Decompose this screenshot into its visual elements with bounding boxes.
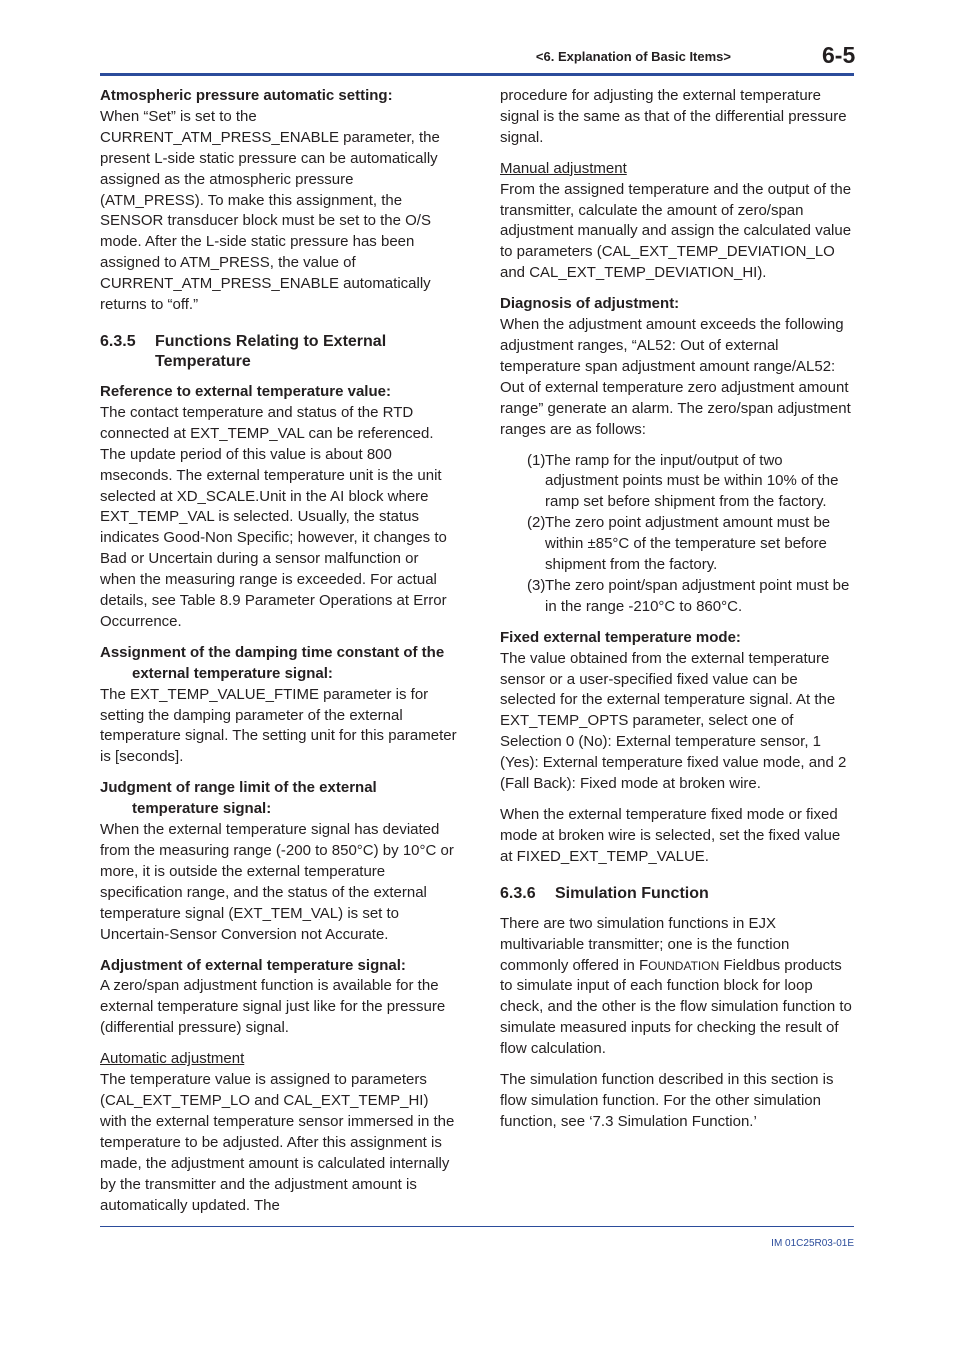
damp-paragraph: [100, 643, 458, 768]
list-item: [500, 451, 856, 514]
range-paragraph: [100, 778, 458, 945]
adj-paragraph: [100, 956, 458, 1040]
auto-heading: Automatic adjustment: [100, 1050, 245, 1068]
auto-body: The temperature value is assigned to parameters (CAL_EXT_TEMP_LO and CAL_EXT_TEMP_HI) with the external temperature sensor immersed in the temperature to be adjusted. After this assignment is made, the adjustment amount is calculated internally by the transmitter and the adjustment amount is automatically updated. The: [100, 1071, 455, 1214]
list-item-text: The zero point/span adjustment point must be in the range -210°C to 860°C.: [545, 576, 850, 615]
atm-heading: Atmospheric pressure automatic setting:: [100, 87, 393, 104]
sim-body-a: There are two simulation functions in EJX multivariable transmitter; one is the function commonly offered in F: [500, 914, 790, 974]
manual-heading: Manual adjustment: [500, 159, 627, 177]
fixed-heading: Fixed external temperature mode:: [500, 628, 741, 646]
section-6-3-5-heading: [100, 332, 458, 372]
diag-list: [500, 451, 856, 618]
range-heading: Judgment of range limit of the external temperature signal:: [100, 779, 377, 818]
ref-heading: Reference to external temperature value:: [100, 382, 391, 400]
page-number: 6-5: [822, 42, 856, 68]
section-title: Simulation Function: [555, 884, 709, 902]
sim-body-smallcaps: OUNDATION: [648, 958, 720, 973]
right-column: [500, 86, 856, 1143]
sim-paragraph-2: The simulation function described in this section is flow simulation function. For the other simulation function, see ‘7.3 Simulation Function.’: [500, 1071, 834, 1130]
section-title: Functions Relating to External Temperature: [155, 332, 387, 370]
list-item-number: (3): [527, 576, 546, 594]
fixed-body: The value obtained from the external temperature sensor or a user-specified fixed value can be selected for the external temperature signal. At the EXT_TEMP_OPTS parameter, select one of Selection 0 (No): External temperature sensor, 1 (Yes): External temperature fixed value mode, and 2 (Fall Back): Fixed mode at broken wire.: [500, 649, 847, 793]
manual-body: From the assigned temperature and the output of the transmitter, calculate the amount of zero/span adjustment manually and assign the calculated value to parameters (CAL_EXT_TEMP_DEVIATION_LO and CAL_EXT_TEMP_DEVIATION_HI).: [500, 180, 852, 282]
section-6-3-6-heading: [500, 884, 856, 904]
fixed-paragraph-2: When the external temperature fixed mode or fixed mode at broken wire is selected, set the fixed value at FIXED_EXT_TEMP_VALUE.: [500, 806, 841, 865]
section-number: 6.3.6: [500, 884, 536, 902]
list-item: [500, 513, 856, 576]
footer-doc-id: IM 01C25R03-01E: [771, 1238, 854, 1249]
adj-heading: Adjustment of external temperature signal:: [100, 956, 406, 974]
sim-paragraph: [500, 914, 856, 1060]
section-number: 6.3.5: [100, 332, 136, 350]
diag-body: When the adjustment amount exceeds the following adjustment ranges, “AL52: Out of external temperature span adjustment amount range/AL52: Out of external temperature zero adjustment amount range” generate an alarm. The zero/span adjustment ranges are as follows:: [500, 316, 851, 438]
diag-paragraph: [500, 294, 856, 440]
list-item-text: The ramp for the input/output of two adjustment points must be within 10% of the ramp set before shipment from the factory.: [545, 451, 839, 511]
left-column: [100, 86, 458, 1226]
adj-body: A zero/span adjustment function is available for the external temperature signal just like for the pressure (differential pressure) signal.: [100, 977, 446, 1037]
list-item-number: (1): [527, 451, 546, 469]
atm-paragraph: [100, 86, 458, 316]
ref-body: The contact temperature and status of the RTD connected at EXT_TEMP_VAL can be referenced. The update period of this value is about 800 mseconds. The external temperature unit is the unit selected at XD_SCALE.Unit in the AI block where EXT_TEMP_VAL is selected. Usually, the status indicates Good-Non Specific; however, it changes to Bad or Uncertain during a sensor malfunction or when the measuring range is exceeded. For actual details, see Table 8.9 Parameter Operations at Error Occurrence.: [100, 403, 447, 630]
header-chapter: <6. Explanation of Basic Items>: [535, 49, 731, 64]
damp-body: The EXT_TEMP_VALUE_FTIME parameter is for setting the damping parameter of the external temperature signal. The setting unit for this parameter is [seconds].: [100, 685, 457, 766]
auto-continued: procedure for adjusting the external temperature signal is the same as that of the differential pressure signal.: [500, 87, 847, 146]
auto-paragraph: [100, 1049, 458, 1216]
list-item-text: The zero point adjustment amount must be within ±85°C of the temperature set before shipment from the factory.: [545, 514, 831, 574]
manual-paragraph: [500, 159, 856, 284]
list-item-number: (2): [527, 514, 546, 532]
range-body: When the external temperature signal has deviated from the measuring range (-200 to 850°C) by 10°C or more, it is outside the external temperature specification range, and the status of the external temperature signal (EXT_TEM_VAL) is set to Uncertain-Sensor Conversion not Accurate.: [100, 821, 454, 943]
atm-body: When “Set” is set to the CURRENT_ATM_PRESS_ENABLE parameter, the present L-side static pressure can be automatically assigned as the atmospheric pressure (ATM_PRESS). To make this assignment, the SENSOR transducer block must be set to the O/S mode. After the L-side static pressure has been assigned to ATM_PRESS, the value of CURRENT_ATM_PRESS_ENABLE automatically returns to “off.”: [100, 107, 440, 314]
ref-paragraph: [100, 382, 458, 633]
list-item: [500, 576, 856, 618]
diag-heading: Diagnosis of adjustment:: [500, 295, 680, 313]
damp-heading: Assignment of the damping time constant of the external temperature signal:: [100, 643, 445, 682]
header-rule: [100, 73, 854, 76]
footer-rule: [100, 1226, 854, 1227]
fixed-paragraph: [500, 628, 856, 795]
sim-body-b: Fieldbus products to simulate input of each function block for loop check, and the other is the flow simulation function to simulate measured inputs for checking the result of flow calculation.: [500, 956, 852, 1058]
